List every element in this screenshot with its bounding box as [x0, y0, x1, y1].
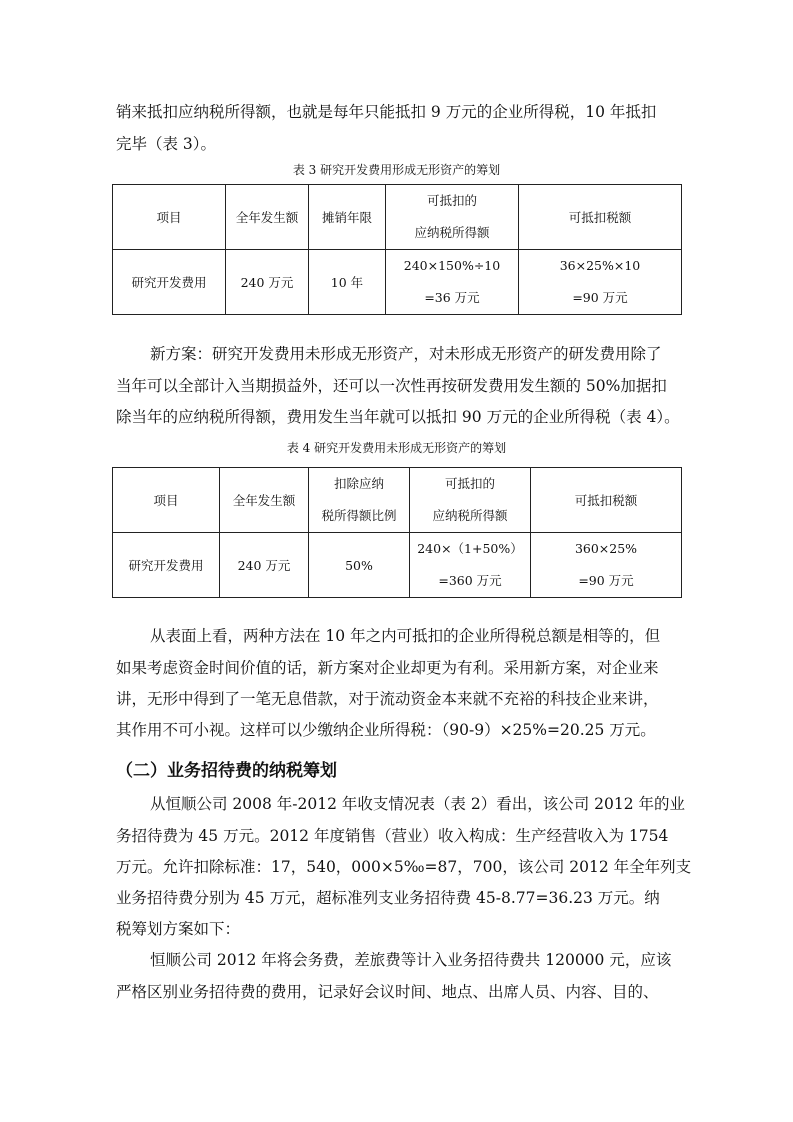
- table3-cell: 10 年: [309, 250, 386, 315]
- paragraph-line: 销来抵扣应纳税所得额，也就是每年只能抵扣 9 万元的企业所得税，10 年抵扣: [116, 103, 657, 121]
- table4-header-cell: [309, 468, 410, 533]
- section-heading: （二）业务招待费的纳税筹划: [116, 761, 337, 781]
- table3-cell: 研究开发费用: [113, 250, 226, 315]
- paragraph-line: 讲，无形中得到了一笔无息借款，对于流动资金本来就不充裕的科技企业来讲，: [116, 690, 659, 708]
- paragraph-line: 税筹划方案如下：: [116, 920, 241, 938]
- table4-cell: [531, 533, 682, 598]
- paragraph-line: 如果考虑资金时间价值的话，新方案对企业却更为有利。采用新方案，对企业来: [116, 659, 659, 677]
- paragraph-line: 当年可以全部计入当期损益外，还可以一次性再按研发费用发生额的 50%加据扣: [116, 377, 667, 395]
- table4-cell-line: =360 万元: [438, 573, 502, 588]
- table4-header-cell: 项目: [113, 468, 220, 533]
- table3-cell: 240 万元: [226, 250, 309, 315]
- table4-header-line: 税所得额比例: [321, 508, 397, 523]
- paragraph-line: 务招待费为 45 万元。2012 年度销售（营业）收入构成：生产经营收入为 1754: [116, 827, 669, 845]
- table4-cell-line: 360×25%: [574, 541, 638, 556]
- table4-header-cell: 可抵扣税额: [531, 468, 682, 533]
- table3-header-cell: [386, 185, 519, 250]
- paragraph-line: 恒顺公司 2012 年将会务费，差旅费等计入业务招待费共 120000 元，应该: [150, 951, 672, 969]
- table3-cell-line: 36×25%×10: [559, 258, 641, 273]
- paragraph-line: 从表面上看，两种方法在 10 年之内可抵扣的企业所得税总额是相等的，但: [150, 627, 661, 645]
- table3-cell-line: =90 万元: [572, 290, 628, 305]
- paragraph-line: 万元。允许扣除标准：17，540，000×5‰=87，700，该公司 2012 年全年列支: [116, 858, 692, 876]
- table3-cell-line: =36 万元: [424, 290, 480, 305]
- table3-header-cell: 全年发生额: [226, 185, 309, 250]
- table4-cell: 240 万元: [220, 533, 309, 598]
- paragraph-line: 其作用不可小视。这样可以少缴纳企业所得税：（90-9）×25%=20.25 万元。: [116, 721, 656, 739]
- table3-header-row: [113, 185, 682, 250]
- paragraph-line: 新方案：研究开发费用未形成无形资产，对未形成无形资产的研发费用除了: [150, 345, 662, 363]
- table3-header-cell: 可抵扣税额: [519, 185, 682, 250]
- paragraph-line: 严格区别业务招待费的费用，记录好会议时间、地点、出席人员、内容、目的、: [116, 983, 659, 1001]
- paragraph-line: 业务招待费分别为 45 万元，超标准列支业务招待费 45-8.77=36.23 万元。纳: [116, 889, 660, 907]
- table4-cell: 50%: [309, 533, 410, 598]
- table4-header-line: 扣除应纳: [333, 476, 384, 491]
- paragraph-line: 完毕（表 3）。: [116, 135, 217, 153]
- table3-header-cell: 摊销年限: [309, 185, 386, 250]
- table3-header-line: 可抵扣的: [426, 193, 477, 208]
- table4-header-line: 应纳税所得额: [432, 508, 508, 523]
- table4-cell: [410, 533, 531, 598]
- table3-header-line: 应纳税所得额: [414, 225, 490, 240]
- table4-caption: 表 4 研究开发费用未形成无形资产的筹划: [286, 441, 507, 455]
- paragraph-line: 从恒顺公司 2008 年-2012 年收支情况表（表 2）看出，该公司 2012 年的业: [150, 795, 686, 813]
- table3-header-cell: 项目: [113, 185, 226, 250]
- table3-caption: 表 3 研究开发费用形成无形资产的筹划: [292, 163, 501, 177]
- table4-header-cell: [410, 468, 531, 533]
- table4-header-row: [113, 468, 682, 533]
- table4: [112, 467, 682, 598]
- table3: [112, 184, 682, 315]
- table3-row: [113, 250, 682, 315]
- table4-cell-line: 240×（1+50%）: [417, 541, 523, 556]
- table4-cell: 研究开发费用: [113, 533, 220, 598]
- table3-cell: [386, 250, 519, 315]
- table4-header-line: 可抵扣的: [444, 476, 495, 491]
- paragraph-line: 除当年的应纳税所得额，费用发生当年就可以抵扣 90 万元的企业所得税（表 4）。: [116, 408, 680, 426]
- table4-cell-line: =90 万元: [578, 573, 634, 588]
- table4-header-cell: 全年发生额: [220, 468, 309, 533]
- table3-cell-line: 240×150%÷10: [403, 258, 501, 273]
- table4-row: [113, 533, 682, 598]
- table3-cell: [519, 250, 682, 315]
